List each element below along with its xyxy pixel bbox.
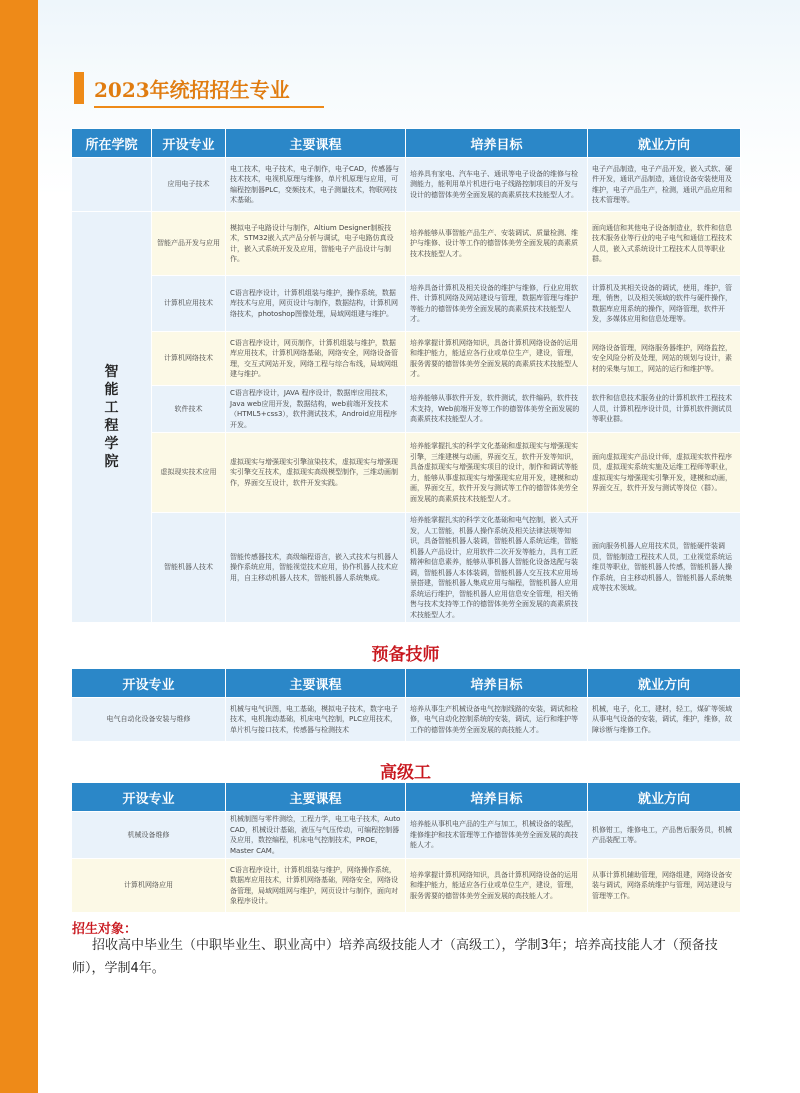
goal-cell: 培养掌握计算机网络知识，具备计算机网络设备的运用和维护能力，能适应各行业或单位生产，建设，管理，服务需要的德智体美劳全面发展的高技能人才。 <box>406 859 588 913</box>
table-row <box>72 276 741 332</box>
goal-cell: 培养能掌握扎实的科学文化基础和电气控制，嵌入式开发，人工智能，机器人操作系统及相关法律法规等知识，具备智能机器人装调，智能机器人系统运维，智能机器人产品设计，应用软件二次开发等能力，具有工匠精神和信息素养，能够从事机器人智能化设备选配与装调，智能机器人本体装调，智能机器人交互技术应用场景搭建，智能机器人集成应用与编程，智能机器人应用系统运行维护，智能机器人应用信息安全管理，相关销售与技术支持等工作的德智体美劳全面发展的高素质技术技能型人才。 <box>406 513 588 623</box>
courses-cell: 模拟电子电路设计与制作，Altium Designer制板技术，STM32嵌入式产品分析与调试，电子电路仿真设计，嵌入式系统开发及应用，智能电子产品设计与制作。 <box>226 212 406 276</box>
courses-cell: 机械与电气识图，电工基础，模拟电子技术，数字电子技术，电机拖动基础，机床电气控制，PLC应用技术，单片机与接口技术，传感器与检测技术 <box>226 698 406 742</box>
major-cell: 计算机应用技术 <box>152 276 226 332</box>
major-cell: 应用电子技术 <box>152 158 226 212</box>
major-cell: 智能产品开发与应用 <box>152 212 226 276</box>
header-major: 开设专业 <box>72 669 226 698</box>
table-row <box>72 158 741 212</box>
table-row <box>72 386 741 433</box>
goal-cell: 培养能掌握扎实的科学文化基础和虚拟现实与增强现实引擎，三维建模与动画，界面交互，软件开发等知识，具备虚拟现实与增强现实项目的设计，制作和调试等能力，能够从事虚拟现实与增强现实应用开发，建模和动画，界面交互，软件开发与测试等工作的德智体美劳全面发展的高素质技术技能型人才。 <box>406 433 588 513</box>
goal-cell: 培养能够从事软件开发，软件测试，软件编码，软件技术支持，Web前端开发等工作的德智体美劳全面发展的高素质技术技能型人才。 <box>406 386 588 433</box>
goal-cell: 培养从事生产机械设备电气控制线路的安装，调试和检修，电气自动化控制系统的安装，调试，运行和维护等工作的德智体美劳全面发展的高技能人才。 <box>406 698 588 742</box>
prep-table-header <box>72 669 741 698</box>
courses-cell: C语言程序设计，网页制作，计算机组装与维护，数据库应用技术，计算机网络基础，网络安全，网络设备管理，交互式网站开发，网络工程与综合布线，局域网组建与维护。 <box>226 332 406 386</box>
career-cell: 软件和信息技术服务业的计算机软件工程技术人员，计算机程序设计员，计算机软件测试员等职业群。 <box>588 386 741 433</box>
courses-cell: 智能传感器技术，高级编程语言，嵌入式技术与机器人操作系统应用，智能视觉技术应用，协作机器人技术应用，自主移动机器人技术，智能机器人系统集成。 <box>226 513 406 623</box>
table-row <box>72 212 741 276</box>
major-cell: 计算机网络技术 <box>152 332 226 386</box>
major-cell: 智能机器人技术 <box>152 513 226 623</box>
courses-cell: C语言程序设计，计算机组装与维护，网络操作系统，数据库应用技术，计算机网络基础，网络安全，网络设备管理，局域网组网与维护，网页设计与制作，面向对象程序设计。 <box>226 859 406 913</box>
senior-worker-table <box>71 782 741 913</box>
header-courses: 主要课程 <box>226 669 406 698</box>
courses-cell: C语言程序设计，计算机组装与维护，操作系统，数据库技术与应用，网页设计与制作，数据结构，计算机网络技术，photoshop图像处理，局域网组建与维护。 <box>226 276 406 332</box>
courses-cell: 虚拟现实与增强现实引擎渲染技术，虚拟现实与增强现实引擎交互技术，虚拟现实高级模型制作，三维动画制作，界面交互设计，软件开发实践。 <box>226 433 406 513</box>
title-accent-mark <box>74 72 84 104</box>
career-cell: 机械，电子，化工，建材，轻工，煤矿等领域从事电气设备的安装，调试，维护，维修，故障诊断与维修工作。 <box>588 698 741 742</box>
page-title: 2023年统招招生专业 <box>94 78 290 102</box>
senior-worker-title: 高级工 <box>380 763 431 783</box>
college-cell-blank <box>72 158 152 212</box>
prep-technician-title: 预备技师 <box>371 645 440 665</box>
table-row <box>72 513 741 623</box>
major-cell: 虚拟现实技术应用 <box>152 433 226 513</box>
career-cell: 网络设备管理，网络服务器维护，网络监控，安全风险分析及处理，网站的规划与设计，素材的采集与加工，网站的运行和维护等。 <box>588 332 741 386</box>
courses-cell: 电工技术，电子技术，电子制作，电子CAD，传感器与技术技术，电视机原理与维修，单片机原理与应用，可编程控制器PLC，变频技术，电子测量技术，物联网技术基础。 <box>226 158 406 212</box>
career-cell: 机修钳工，维修电工，产品售后服务员，机械产品装配工等。 <box>588 812 741 859</box>
major-cell: 机械设备维修 <box>72 812 226 859</box>
header-career: 就业方向 <box>588 129 741 158</box>
goal-cell: 培养具备计算机及相关设备的维护与维修，行业应用软件、计算机网络及网站建设与管理，数据库管理与维护等能力的德智体美劳全面发展的高素质技术技能型人才。 <box>406 276 588 332</box>
courses-cell: 机械制图与零件测绘，工程力学，电工电子技术，Auto CAD，机械设计基础，液压与气压传动，可编程控制器及应用，数控编程，机床电气控制技术，PROE，Master CAM。 <box>226 812 406 859</box>
major-cell: 软件技术 <box>152 386 226 433</box>
header-college: 所在学院 <box>72 129 152 158</box>
career-cell: 面向虚拟现实产品设计师，虚拟现实软件程序员，虚拟现实系统实施及运维工程师等职业，虚拟现实与增强现实引擎开发，建模和动画，界面交互，软件开发与测试等岗位（群）。 <box>588 433 741 513</box>
goal-cell: 培养掌握计算机网络知识，具备计算机网络设备的运用和维护能力，能适应各行业或单位生产，建设，管理，服务需要的德智体美劳全面发展的高素质技术技能型人才。 <box>406 332 588 386</box>
goal-cell: 培养能够从事智能产品生产、安装调试、质量检测、维护与维修、设计等工作的德智体美劳全面发展的高素质技术技能型人才。 <box>406 212 588 276</box>
college-name <box>72 212 152 623</box>
main-majors-table <box>71 128 741 623</box>
table-row <box>72 698 741 742</box>
career-cell: 面向服务机器人应用技术员，智能硬件装调员，智能制造工程技术人员，工业视觉系统运维员等职业，智能机器人传感，智能机器人操作系统，自主移动机器人，智能机器人系统集成等技术领域。 <box>588 513 741 623</box>
goal-cell: 培养具有家电、汽车电子、通讯等电子设备的维修与检测能力，能利用单片机进行电子线路控制项目的开发与设计的德智体美劳全面发展的高素质技术技能型人才。 <box>406 158 588 212</box>
college-name-text: 智能工程学院 <box>104 364 119 470</box>
table-row <box>72 332 741 386</box>
major-cell: 计算机网络应用 <box>72 859 226 913</box>
title-underline <box>94 106 324 108</box>
table-row <box>72 859 741 913</box>
header-goal: 培养目标 <box>406 783 588 812</box>
enrollment-title: 招生对象： <box>72 922 138 937</box>
career-cell: 面向通信和其他电子设备制造业，软件和信息技术服务业等行业的电子电气和通信工程技术人员，嵌入式系统设计工程技术人员等职业群。 <box>588 212 741 276</box>
header-goal: 培养目标 <box>406 129 588 158</box>
left-accent-bar <box>0 0 38 1093</box>
enrollment-body: 招收高中毕业生（中职毕业生、职业高中）培养高级技能人才（高级工），学制3年；培养高技能人才（预备技师），学制4年。 <box>72 938 718 976</box>
main-table-header <box>72 129 741 158</box>
header-courses: 主要课程 <box>226 783 406 812</box>
header-career: 就业方向 <box>588 783 741 812</box>
senior-table-header <box>72 783 741 812</box>
prep-technician-table <box>71 668 741 742</box>
header-goal: 培养目标 <box>406 669 588 698</box>
career-cell: 从事计算机辅助管理，网络组建，网络设备安装与调试，网络系统维护与管理，网站建设与管理等工作。 <box>588 859 741 913</box>
goal-cell: 培养能从事机电产品的生产与加工，机械设备的装配，维修维护和技术管理等工作德智体美劳全面发展的高技能人才。 <box>406 812 588 859</box>
header-courses: 主要课程 <box>226 129 406 158</box>
header-career: 就业方向 <box>588 669 741 698</box>
header-major: 开设专业 <box>152 129 226 158</box>
career-cell: 计算机及其相关设备的调试，使用，维护，管理，销售，以及相关领域的软件与硬件操作，数据库应用系统的操作，网络管理，软件开发，多媒体应用和信息处理等。 <box>588 276 741 332</box>
major-cell: 电气自动化设备安装与维修 <box>72 698 226 742</box>
header-major: 开设专业 <box>72 783 226 812</box>
courses-cell: C语言程序设计，JAVA 程序设计，数据库应用技术，Java web应用开发，数据结构，web前端开发技术（HTML5+css3），软件测试技术，Android应用程序开发。 <box>226 386 406 433</box>
table-row <box>72 433 741 513</box>
table-row <box>72 812 741 859</box>
career-cell: 电子产品制造，电子产品开发，嵌入式软、硬件开发，通讯产品制造，通信设备安装使用及维护，电子产品生产，检测，通讯产品应用和技术管理等。 <box>588 158 741 212</box>
